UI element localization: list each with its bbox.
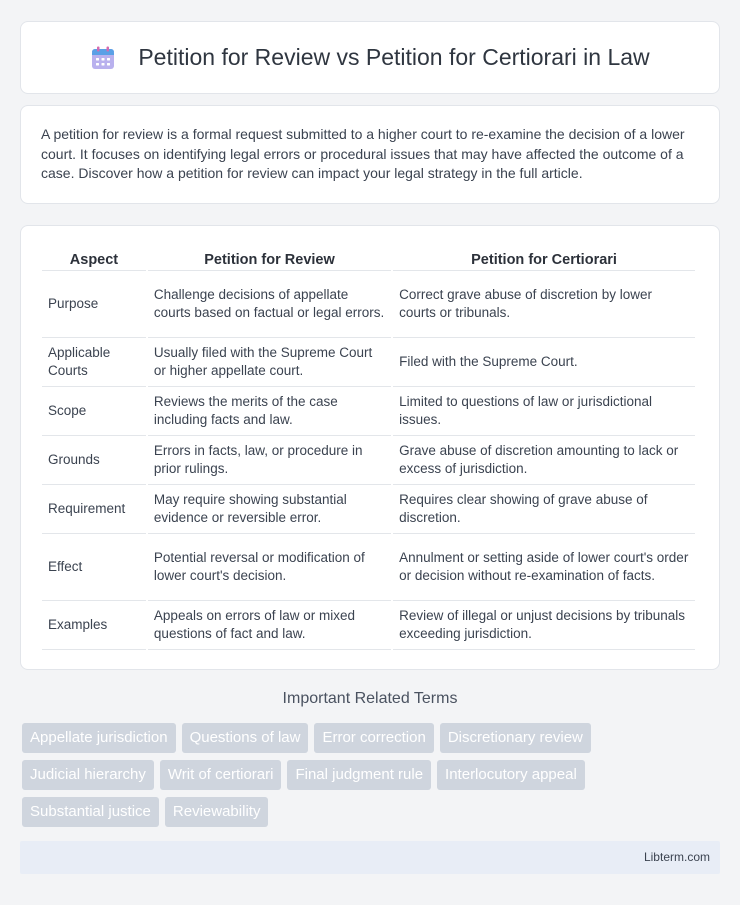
cell-review: Errors in facts, law, or procedure in prior rulings. — [148, 436, 391, 485]
table-header-row — [42, 245, 695, 271]
term-tag[interactable]: Writ of certiorari — [160, 760, 282, 790]
cell-review: Usually filed with the Supreme Court or higher appellate court. — [148, 338, 391, 387]
related-terms-heading: Important Related Terms — [282, 690, 458, 707]
related-terms-list — [22, 723, 722, 834]
page-title: Petition for Review vs Petition for Certiorari in Law — [138, 44, 650, 70]
header-card — [20, 21, 720, 94]
cell-certiorari: Requires clear showing of grave abuse of discretion. — [393, 485, 695, 534]
cell-certiorari: Correct grave abuse of discretion by lower courts or tribunals. — [393, 271, 695, 338]
intro-card — [20, 105, 720, 204]
cell-certiorari: Annulment or setting aside of lower court's order or decision without re-examination of facts. — [393, 534, 695, 601]
cell-aspect: Scope — [42, 387, 146, 436]
table-row — [42, 601, 695, 650]
cell-aspect: Effect — [42, 534, 146, 601]
comparison-table — [40, 245, 697, 650]
cell-aspect: Examples — [42, 601, 146, 650]
header-petition-for-certiorari: Petition for Certiorari — [393, 245, 695, 271]
term-tag[interactable]: Appellate jurisdiction — [22, 723, 176, 753]
term-tag[interactable]: Error correction — [314, 723, 433, 753]
calendar-icon — [90, 45, 116, 71]
intro-text: A petition for review is a formal request submitted to a higher court to re-examine the decision of a lower court. It focuses on identifying legal errors or procedural issues that may have affected the outcome of a case. Discover how a petition for review can impact your legal strategy in the full article. — [41, 126, 685, 181]
cell-aspect: Grounds — [42, 436, 146, 485]
table-row — [42, 485, 695, 534]
cell-certiorari: Grave abuse of discretion amounting to lack or excess of jurisdiction. — [393, 436, 695, 485]
cell-certiorari: Filed with the Supreme Court. — [393, 338, 695, 387]
cell-review: Challenge decisions of appellate courts based on factual or legal errors. — [148, 271, 391, 338]
table-row — [42, 436, 695, 485]
cell-review: May require showing substantial evidence or reversible error. — [148, 485, 391, 534]
header-aspect: Aspect — [42, 245, 146, 271]
table-row — [42, 338, 695, 387]
term-tag[interactable]: Judicial hierarchy — [22, 760, 154, 790]
cell-aspect: Purpose — [42, 271, 146, 338]
cell-certiorari: Limited to questions of law or jurisdictional issues. — [393, 387, 695, 436]
term-tag[interactable]: Discretionary review — [440, 723, 591, 753]
table-row — [42, 534, 695, 601]
cell-aspect: Applicable Courts — [42, 338, 146, 387]
term-tag[interactable]: Questions of law — [182, 723, 309, 753]
cell-review: Potential reversal or modification of lower court's decision. — [148, 534, 391, 601]
cell-certiorari: Review of illegal or unjust decisions by tribunals exceeding jurisdiction. — [393, 601, 695, 650]
term-tag[interactable]: Final judgment rule — [287, 760, 431, 790]
table-row — [42, 387, 695, 436]
term-tag[interactable]: Reviewability — [165, 797, 269, 827]
cell-review: Reviews the merits of the case including facts and law. — [148, 387, 391, 436]
term-tag[interactable]: Substantial justice — [22, 797, 159, 827]
header-petition-for-review: Petition for Review — [148, 245, 391, 271]
comparison-table-card — [20, 225, 720, 670]
footer-site-link[interactable]: Libterm.com — [643, 850, 710, 864]
table-row — [42, 271, 695, 338]
term-tag[interactable]: Interlocutory appeal — [437, 760, 585, 790]
cell-aspect: Requirement — [42, 485, 146, 534]
footer — [20, 841, 720, 874]
cell-review: Appeals on errors of law or mixed questions of fact and law. — [148, 601, 391, 650]
